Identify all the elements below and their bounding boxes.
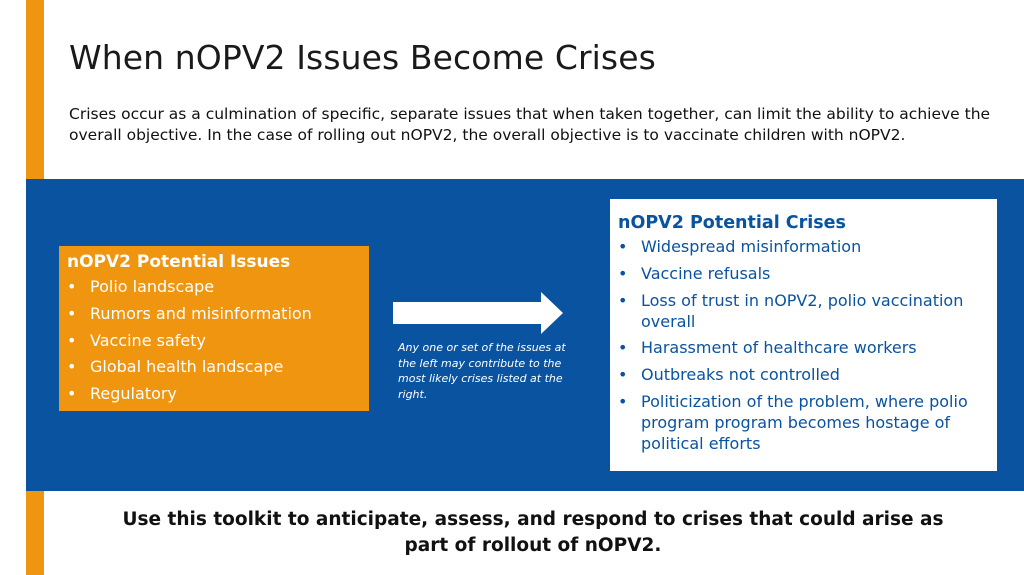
crisis-item: • Outbreaks not controlled [618,364,989,385]
crises-title: nOPV2 Potential Crises [618,213,846,233]
right-arrow-icon [393,292,563,334]
arrow-note: Any one or set of the issues at the left may contribute to the most likely crises listed at the right. [398,341,566,401]
issues-box [59,246,369,411]
accent-bar-bottom [26,491,44,575]
issue-item: • Polio landscape [67,276,361,297]
crises-list [618,236,989,454]
issues-list [67,276,361,404]
issues-title: nOPV2 Potential Issues [67,252,291,272]
crisis-item: • Vaccine refusals [618,263,989,284]
intro-text: Crises occur as a culmination of specific, separate issues that when taken together, can limit the ability to achieve the overall objective. In the case of rolling out nOPV2, the overall objective is to vaccinate children with nOPV2. [69,105,991,144]
issue-item: • Vaccine safety [67,330,361,351]
issue-item: • Rumors and misinformation [67,303,361,324]
crisis-item: • Widespread misinformation [618,236,989,257]
footer-callout: Use this toolkit to anticipate, assess, and respond to crises that could arise as part of rollout of nOPV2. [122,509,944,556]
issue-item: • Regulatory [67,383,361,404]
accent-bar-top [26,0,44,179]
crisis-item: • Politicization of the problem, where polio program program becomes hostage of political efforts [618,391,989,454]
crises-box [610,199,997,471]
issue-item: • Global health landscape [67,356,361,377]
crisis-item: • Harassment of healthcare workers [618,337,989,358]
crisis-item: • Loss of trust in nOPV2, polio vaccination overall [618,290,989,332]
slide-title: When nOPV2 Issues Become Crises [69,38,656,77]
